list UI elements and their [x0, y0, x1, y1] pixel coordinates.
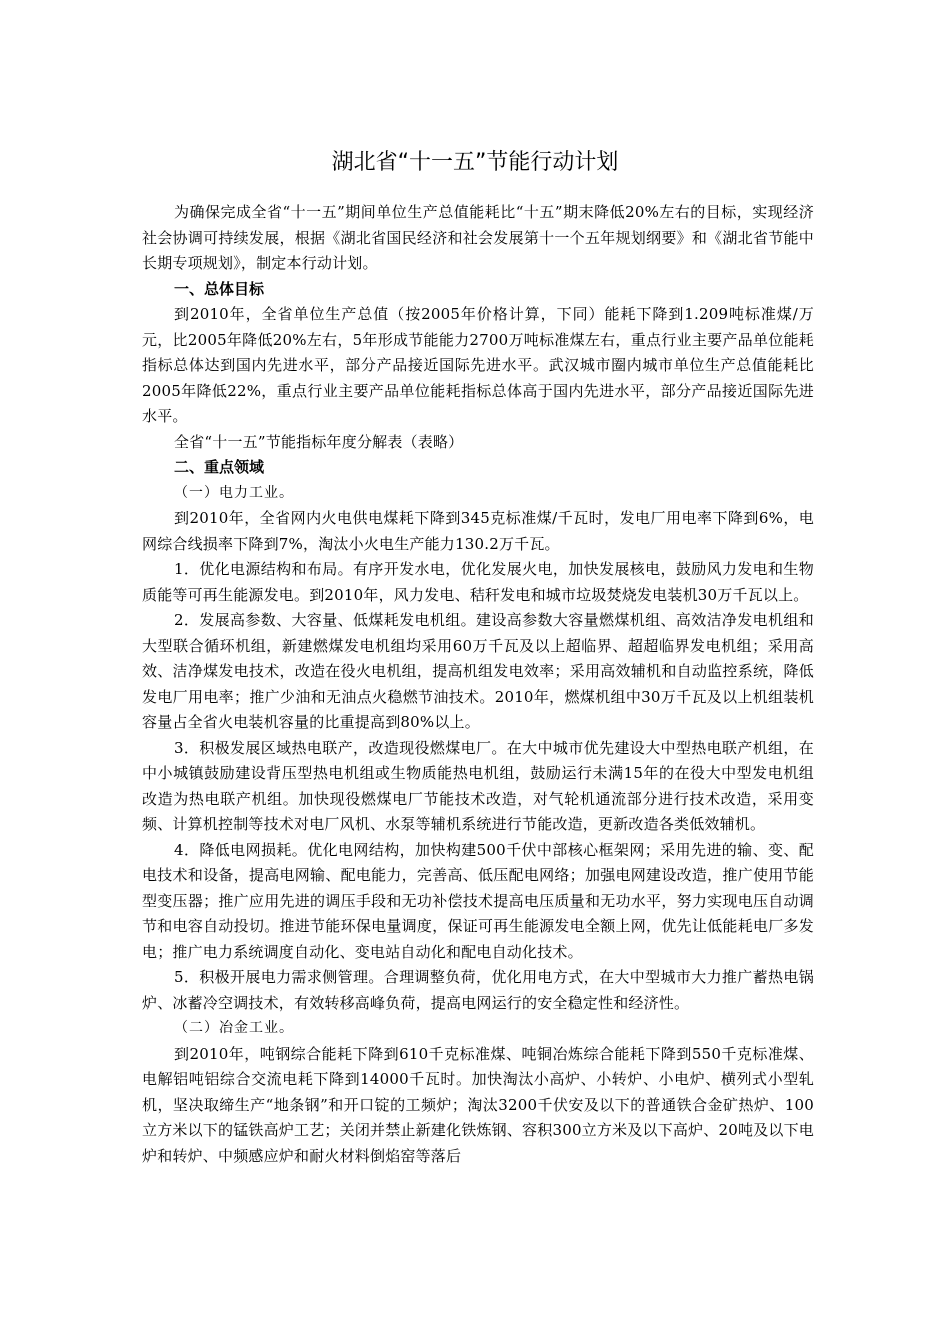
- section-heading-overall-goal: 一、总体目标: [174, 279, 265, 298]
- page-title: 湖北省“十一五”节能行动计划: [331, 150, 619, 175]
- power-item-4: 4．降低电网损耗。优化电网结构，加快构建500千伏中部核心框架网；采用先进的输、变、配电技术和设备，提高电网输、配电能力，完善高、低压配电网络；加强电网建设改造，推广使用节能型变压器；推广应用先进的调压手段和无功补偿技术提高电压质量和无功水平，努力实现电压自动调节和电容自动投切。推进节能环保电量调度，保证可再生能源发电全额上网，优先让低能耗电厂多发电；推广电力系统调度自动化、变电站自动化和配电自动化技术。: [142, 840, 814, 961]
- power-intro-paragraph: 到2010年，全省网内火电供电煤耗下降到345克标准煤/千瓦时，发电厂用电率下降到6%，电网综合线损率下降到7%，淘汰小火电生产能力130.2万千瓦。: [142, 509, 814, 553]
- power-item-2: 2．发展高参数、大容量、低煤耗发电机组。建设高参数大容量燃煤机组、高效洁净发电机组和大型联合循环机组，新建燃煤发电机组均采用60万千瓦及以上超临界、超超临界发电机组；采用高效、洁净煤发电技术，改造在役火电机组，提高机组发电效率；采用高效辅机和自动监控系统，降低发电厂用电率；推广少油和无油点火稳燃节油技术。2010年，燃煤机组中30万千瓦及以上机组装机容量占全省火电装机容量的比重提高到80%以上。: [142, 611, 814, 731]
- intro-paragraph: 为确保完成全省“十一五”期间单位生产总值能耗比“十五”期末降低20%左右的目标，实现经济社会协调可持续发展，根据《湖北省国民经济和社会发展第十一个五年规划纲要》和《湖北省节能中长期专项规划》，制定本行动计划。: [142, 203, 814, 272]
- document-body: [142, 200, 814, 1169]
- power-item-5: 5．积极开展电力需求侧管理。合理调整负荷，优化用电方式，在大中型城市大力推广蓄热电锅炉、冰蓄冷空调技术，有效转移高峰负荷，提高电网运行的安全稳定性和经济性。: [142, 968, 814, 1012]
- metallurgy-intro-paragraph: 到2010年，吨钢综合能耗下降到610千克标准煤、吨铜冶炼综合能耗下降到550千克标准煤、电解铝吨铝综合交流电耗下降到14000千瓦时。加快淘汰小高炉、小转炉、小电炉、横列式小型轧机，坚决取缔生产“地条钢”和开口锭的工频炉；淘汰3200千伏安及以下的普通铁合金矿热炉、100立方米以下的锰铁高炉工艺；关闭并禁止新建化铁炼钢、容积300立方米及以下高炉、20吨及以下电炉和转炉、中频感应炉和耐火材料倒焰窑等落后: [142, 1044, 814, 1165]
- power-item-1: 1．优化电源结构和布局。有序开发水电，优化发展火电，加快发展核电，鼓励风力发电和生物质能等可再生能源发电。到2010年，风力发电、秸秆发电和城市垃圾焚烧发电装机30万千瓦以上。: [142, 560, 814, 604]
- overall-goal-paragraph: 到2010年，全省单位生产总值（按2005年价格计算，下同）能耗下降到1.209吨标准煤/万元，比2005年降低20%左右，5年形成节能能力2700万吨标准煤左右，重点行业主要产品单位能耗指标总体达到国内先进水平，部分产品接近国际先进水平。武汉城市圈内城市单位生产总值能耗比2005年降低22%，重点行业主要产品单位能耗指标总体高于国内先进水平，部分产品接近国际先进水平。: [142, 305, 814, 425]
- table-note: 全省“十一五”节能指标年度分解表（表略）: [174, 432, 464, 451]
- section-heading-key-areas: 二、重点领域: [174, 458, 265, 476]
- subheading-metallurgy-industry: （二）冶金工业。: [174, 1020, 294, 1036]
- power-item-3: 3．积极发展区域热电联产，改造现役燃煤电厂。在大中城市优先建设大中型热电联产机组，在中小城镇鼓励建设背压型热电机组或生物质能热电机组，鼓励运行未满15年的在役大中型发电机组改造为热电联产机组。加快现役燃煤电厂节能技术改造，对气轮机通流部分进行技术改造，采用变频、计算机控制等技术对电厂风机、水泵等辅机系统进行节能改造，更新改造各类低效辅机。: [142, 738, 814, 833]
- subheading-power-industry: （一）电力工业。: [174, 484, 294, 501]
